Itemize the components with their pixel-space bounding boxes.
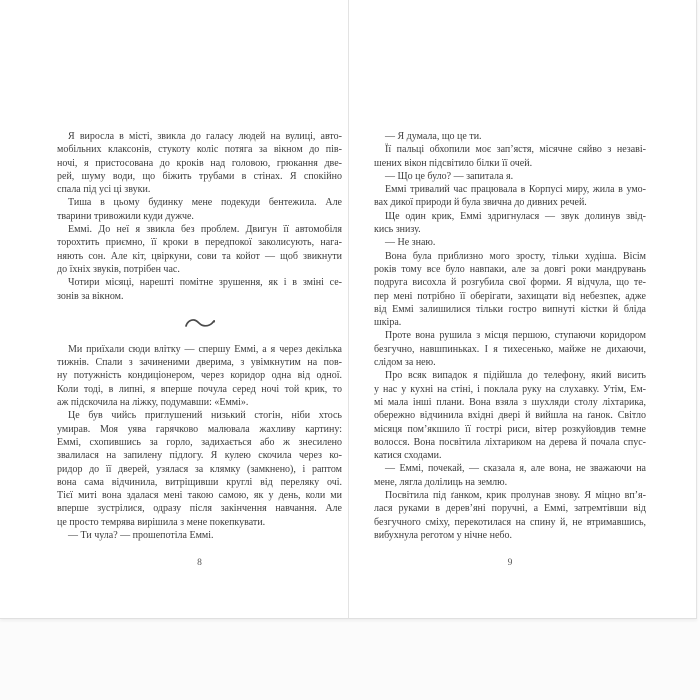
text-line: тварини тривожили куди дужче.: [57, 210, 194, 222]
text-line: ночі, я пристосована до кроків над головою, грюкання две-: [57, 157, 342, 169]
text-line: Ще один крик, Еммі здригнулася — звук долинув звід-: [385, 210, 646, 222]
section-separator-icon: [57, 303, 342, 343]
text-line: лася руками в дерев’яні поручні, а Еммі, затремтівши від: [374, 503, 646, 515]
text-line: вона сама відчинила, витріщивши круглі від переляку очі.: [57, 476, 342, 488]
page-left: [0, 0, 349, 618]
text-line: Еммі тривалий час працювала в Корпусі миру, жила в умо-: [385, 184, 646, 196]
text-line: Про всяк випадок я підійшла до телефону, який висить: [385, 370, 646, 382]
text-line: мобільних клаксонів, стукоту коліс потяга за вікном до пів-: [57, 144, 342, 156]
text-line: Тиша в цьому будинку мене подекуди бентежила. Але: [68, 197, 342, 209]
text-line: у нас у кухні на стіні, і поклала руку на слухавку. Утім, Ем-: [374, 383, 646, 395]
text-line: катися сходами.: [374, 450, 442, 462]
text-line: Вона була приблизно мого зросту, тільки худіша. Вісім: [385, 250, 646, 262]
text-line: ридор до її дверей, узялася за клямку (замкнено), і раптом: [57, 463, 342, 475]
page-number: 8: [197, 558, 202, 568]
text-line: тижнів. Спали з зачиненими дверима, з увімкнутим на пов-: [57, 357, 342, 369]
text-line: кись знизу.: [374, 224, 421, 236]
text-line: пер мені потрібно її оберігати, захищати від небезпек, адже: [374, 290, 646, 302]
text-line: Це був чийсь приглушений низький стогін, ніби хтось: [68, 410, 342, 422]
page-number: 9: [507, 558, 513, 568]
text-line: няють сон. Але кіт, цвіркуни, сови та койот — щоб звикнути: [57, 250, 342, 262]
page-text: [374, 130, 646, 542]
text-line: — Не знаю.: [385, 237, 436, 249]
text-line: безгучного сміху, перекотилася на спину й, не втримавшись,: [374, 516, 646, 528]
text-line: Посвітила під ґанком, крик пролунав знову. Я міцно вп’я-: [385, 490, 646, 502]
text-line: торохтить приємно, її кроки в передпокої заколисують, нага-: [57, 237, 342, 249]
text-line: — Еммі, почекай, — сказала я, але вона, не зважаючи на: [385, 463, 646, 475]
text-line: Чотири місяці, нарешті помітне зрушення, як і в зміні се-: [68, 277, 342, 289]
text-line: Проте вона рушила з місця першою, ступаючи коридором: [385, 330, 646, 342]
text-line: аж підскочила на ліжку, подумавши: «Еммі».: [57, 397, 249, 409]
text-line: Тієї миті вона здалася мені такою самою, як у день, коли ми: [57, 490, 342, 502]
text-line: рей, шуму води, що біжить трубами в стінах. Я спокійно: [57, 170, 342, 182]
page-right: [349, 0, 697, 618]
text-line: мене, лягла долілиць на землю.: [374, 476, 508, 488]
text-line: Ми приїхали сюди влітку — спершу Еммі, а я через декілька: [68, 343, 342, 355]
text-line: до їхніх звуків, потрібен час.: [57, 263, 180, 275]
page-text: [57, 130, 342, 542]
text-line: шених вікон підсвітило білки її очей.: [374, 157, 533, 169]
text-line: Еммі, схопившись за горло, задихається або ж знесилено: [57, 436, 342, 448]
text-line: безгучно, навшпиньках. І я тихесенько, майже не дихаючи,: [374, 343, 646, 355]
text-line: Еммі. До неї я звикла без проблем. Двигун її автомобіля: [68, 224, 342, 236]
text-line: років тому все було навпаки, але за довгі роки мандрувань: [374, 263, 646, 275]
text-line: вибухнула реготом у нічне небо.: [374, 529, 512, 541]
text-line: волосся. Вона посвітила ліхтариком на дерева й почала спус-: [374, 436, 646, 448]
text-line: мі мала інші плани. Вона взяла з шухляди столу ліхтарика,: [374, 396, 646, 408]
text-line: подруга висохла й розгубила свої форми. Я відчула, що те-: [374, 277, 646, 289]
text-line: ну потужність кондиціонером, через коридор одна від одної.: [57, 370, 342, 382]
text-line: — Що це було? — запитала я.: [385, 170, 514, 182]
text-line: вах дикої природи й була звична до дивних речей.: [374, 197, 587, 209]
text-line: спала під усі ці звуки.: [57, 184, 151, 196]
text-line: від Еммі залишилися тільки гостро випнуті кістки й бліда: [374, 303, 646, 315]
text-line: Я виросла в місті, звикла до галасу людей на вулиці, авто-: [68, 131, 342, 142]
text-line: шкіра.: [374, 317, 402, 329]
text-line: — Я думала, що це ти.: [385, 131, 482, 142]
text-line: Коли тоді, в липні, я вперше почула серед ночі той крик, то: [57, 383, 342, 395]
text-line: обережно відчинила вхідні двері й вийшла на ґанок. Світло: [374, 410, 646, 422]
text-line: вперше зустрілися, одразу після закінчення навчання. Але: [57, 503, 342, 515]
text-line: Її пальці обхопили моє зап’ястя, місячне сяйво з незаві-: [385, 144, 646, 156]
text-line: слідом за нею.: [374, 357, 436, 369]
text-line: це просто темрява вирішила з мене покепкувати.: [57, 516, 266, 528]
text-line: — Ти чула? — прошепотіла Еммі.: [68, 530, 214, 542]
text-line: місяця пом’якшило її гострі риси, вітер розкуйовдив темне: [374, 423, 646, 435]
text-line: зонів за вікном.: [57, 290, 124, 302]
text-line: умирав. Моя уява гарячково малювала жахливу картину:: [57, 423, 342, 435]
text-line: звалилася на запилену підлогу. Я кулею скочила через ко-: [57, 450, 342, 462]
